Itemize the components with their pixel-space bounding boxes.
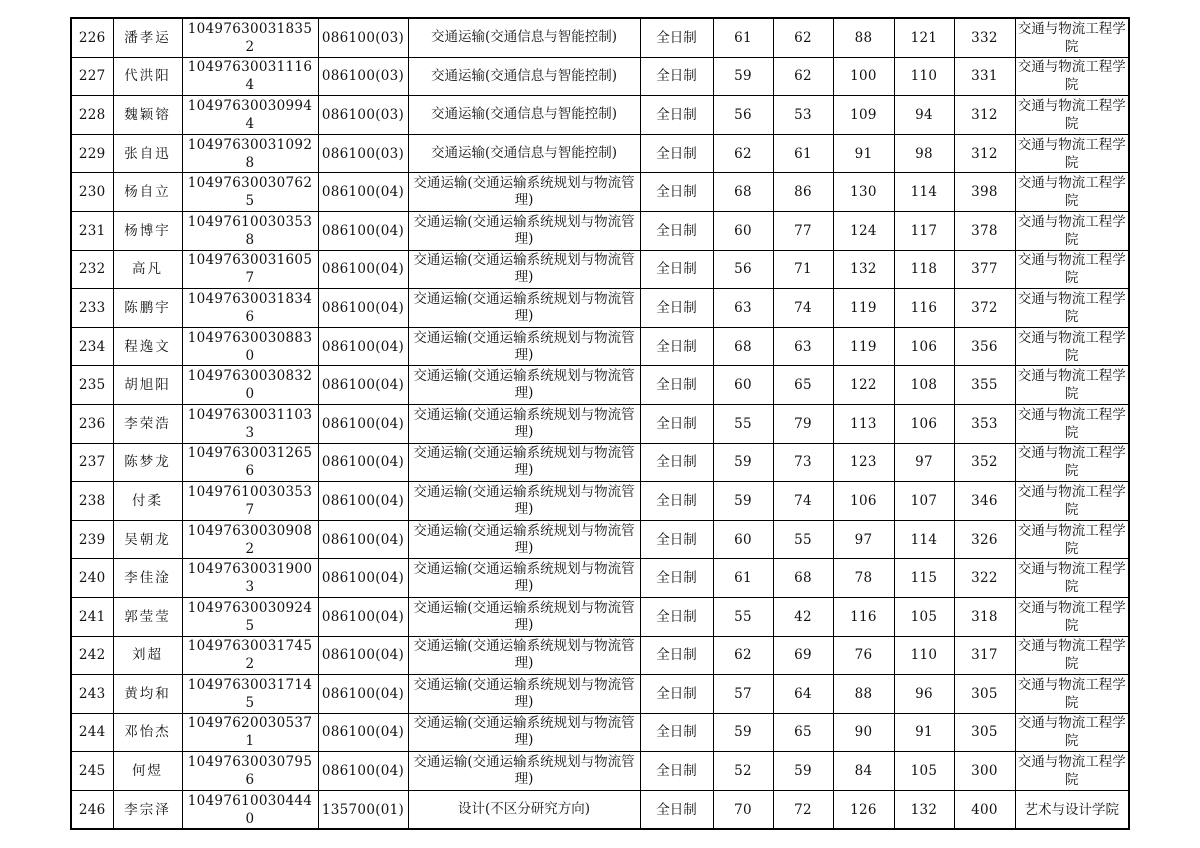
study-mode-cell: 全日制 <box>640 675 713 714</box>
total-score-cell: 300 <box>954 752 1015 791</box>
total-score-cell: 400 <box>954 790 1015 829</box>
college-cell: 交通与物流工程学院 <box>1015 597 1129 636</box>
major-cell: 交通运输(交通运输系统规划与物流管理) <box>408 675 640 714</box>
total-score-cell: 318 <box>954 597 1015 636</box>
score-politics-cell: 55 <box>713 597 773 636</box>
score-subject2-cell: 114 <box>894 520 954 559</box>
row-number-cell: 227 <box>71 57 113 96</box>
score-language-cell: 86 <box>773 173 833 212</box>
total-score-cell: 356 <box>954 327 1015 366</box>
exam-id-cell: 104976300318352 <box>182 18 318 57</box>
study-mode-cell: 全日制 <box>640 520 713 559</box>
program-code-cell: 086100(04) <box>318 636 408 675</box>
student-name-cell: 何煜 <box>113 752 182 791</box>
table-row <box>71 404 1129 443</box>
exam-id-cell: 104976300310928 <box>182 134 318 173</box>
row-number-cell: 230 <box>71 173 113 212</box>
program-code-cell: 086100(04) <box>318 173 408 212</box>
score-subject2-cell: 105 <box>894 752 954 791</box>
study-mode-cell: 全日制 <box>640 597 713 636</box>
score-subject1-cell: 97 <box>833 520 894 559</box>
table-row <box>71 482 1129 521</box>
total-score-cell: 352 <box>954 443 1015 482</box>
college-cell: 交通与物流工程学院 <box>1015 134 1129 173</box>
study-mode-cell: 全日制 <box>640 211 713 250</box>
exam-id-cell: 104976300309082 <box>182 520 318 559</box>
score-subject2-cell: 121 <box>894 18 954 57</box>
total-score-cell: 353 <box>954 404 1015 443</box>
college-cell: 交通与物流工程学院 <box>1015 366 1129 405</box>
total-score-cell: 346 <box>954 482 1015 521</box>
total-score-cell: 312 <box>954 134 1015 173</box>
score-subject1-cell: 100 <box>833 57 894 96</box>
program-code-cell: 086100(03) <box>318 57 408 96</box>
program-code-cell: 086100(04) <box>318 559 408 598</box>
score-politics-cell: 60 <box>713 366 773 405</box>
program-code-cell: 086100(04) <box>318 675 408 714</box>
exam-id-cell: 104976300307625 <box>182 173 318 212</box>
row-number-cell: 240 <box>71 559 113 598</box>
score-language-cell: 72 <box>773 790 833 829</box>
score-subject2-cell: 114 <box>894 173 954 212</box>
college-cell: 交通与物流工程学院 <box>1015 211 1129 250</box>
major-cell: 交通运输(交通信息与智能控制) <box>408 57 640 96</box>
score-politics-cell: 61 <box>713 559 773 598</box>
student-name-cell: 李宗泽 <box>113 790 182 829</box>
table-row <box>71 713 1129 752</box>
score-language-cell: 71 <box>773 250 833 289</box>
table-row <box>71 327 1129 366</box>
exam-id-cell: 104976300312656 <box>182 443 318 482</box>
table-row <box>71 57 1129 96</box>
exam-id-cell: 104976200305371 <box>182 713 318 752</box>
exam-id-cell: 104976300318346 <box>182 289 318 328</box>
row-number-cell: 234 <box>71 327 113 366</box>
total-score-cell: 317 <box>954 636 1015 675</box>
score-subject2-cell: 116 <box>894 289 954 328</box>
score-politics-cell: 59 <box>713 713 773 752</box>
college-cell: 交通与物流工程学院 <box>1015 675 1129 714</box>
exam-id-cell: 104976300316057 <box>182 250 318 289</box>
score-politics-cell: 52 <box>713 752 773 791</box>
total-score-cell: 355 <box>954 366 1015 405</box>
table-row <box>71 559 1129 598</box>
score-subject2-cell: 132 <box>894 790 954 829</box>
score-language-cell: 65 <box>773 366 833 405</box>
row-number-cell: 232 <box>71 250 113 289</box>
score-subject1-cell: 90 <box>833 713 894 752</box>
program-code-cell: 086100(04) <box>318 520 408 559</box>
student-name-cell: 吴朝龙 <box>113 520 182 559</box>
score-subject2-cell: 110 <box>894 57 954 96</box>
program-code-cell: 086100(03) <box>318 134 408 173</box>
total-score-cell: 331 <box>954 57 1015 96</box>
score-subject2-cell: 94 <box>894 96 954 135</box>
study-mode-cell: 全日制 <box>640 713 713 752</box>
row-number-cell: 244 <box>71 713 113 752</box>
score-subject2-cell: 105 <box>894 597 954 636</box>
student-name-cell: 李佳淦 <box>113 559 182 598</box>
exam-id-cell: 104976300317452 <box>182 636 318 675</box>
score-subject2-cell: 117 <box>894 211 954 250</box>
study-mode-cell: 全日制 <box>640 752 713 791</box>
score-subject1-cell: 76 <box>833 636 894 675</box>
program-code-cell: 086100(04) <box>318 211 408 250</box>
major-cell: 交通运输(交通运输系统规划与物流管理) <box>408 327 640 366</box>
college-cell: 交通与物流工程学院 <box>1015 173 1129 212</box>
score-subject1-cell: 130 <box>833 173 894 212</box>
row-number-cell: 226 <box>71 18 113 57</box>
program-code-cell: 086100(03) <box>318 96 408 135</box>
student-name-cell: 杨自立 <box>113 173 182 212</box>
exam-id-cell: 104976300308320 <box>182 366 318 405</box>
college-cell: 交通与物流工程学院 <box>1015 289 1129 328</box>
student-name-cell: 程逸文 <box>113 327 182 366</box>
student-name-cell: 邓怡杰 <box>113 713 182 752</box>
score-politics-cell: 70 <box>713 790 773 829</box>
program-code-cell: 086100(04) <box>318 366 408 405</box>
major-cell: 交通运输(交通运输系统规划与物流管理) <box>408 443 640 482</box>
student-name-cell: 魏颖镕 <box>113 96 182 135</box>
table-row <box>71 96 1129 135</box>
college-cell: 交通与物流工程学院 <box>1015 752 1129 791</box>
score-politics-cell: 59 <box>713 57 773 96</box>
score-politics-cell: 68 <box>713 327 773 366</box>
total-score-cell: 312 <box>954 96 1015 135</box>
student-name-cell: 杨博宇 <box>113 211 182 250</box>
score-language-cell: 79 <box>773 404 833 443</box>
program-code-cell: 135700(01) <box>318 790 408 829</box>
study-mode-cell: 全日制 <box>640 289 713 328</box>
admission-table <box>70 17 1130 830</box>
table-row <box>71 18 1129 57</box>
table-row <box>71 597 1129 636</box>
student-name-cell: 郭莹莹 <box>113 597 182 636</box>
exam-id-cell: 104976300307956 <box>182 752 318 791</box>
score-politics-cell: 63 <box>713 289 773 328</box>
major-cell: 交通运输(交通运输系统规划与物流管理) <box>408 404 640 443</box>
table-row <box>71 173 1129 212</box>
table-row <box>71 790 1129 829</box>
college-cell: 交通与物流工程学院 <box>1015 520 1129 559</box>
major-cell: 交通运输(交通运输系统规划与物流管理) <box>408 482 640 521</box>
row-number-cell: 242 <box>71 636 113 675</box>
student-name-cell: 黄均和 <box>113 675 182 714</box>
exam-id-cell: 104976100304440 <box>182 790 318 829</box>
score-subject1-cell: 123 <box>833 443 894 482</box>
score-politics-cell: 59 <box>713 482 773 521</box>
score-language-cell: 62 <box>773 57 833 96</box>
row-number-cell: 228 <box>71 96 113 135</box>
major-cell: 交通运输(交通运输系统规划与物流管理) <box>408 559 640 598</box>
score-subject1-cell: 84 <box>833 752 894 791</box>
program-code-cell: 086100(04) <box>318 250 408 289</box>
study-mode-cell: 全日制 <box>640 327 713 366</box>
score-politics-cell: 60 <box>713 520 773 559</box>
exam-id-cell: 104976300309944 <box>182 96 318 135</box>
study-mode-cell: 全日制 <box>640 96 713 135</box>
student-name-cell: 高凡 <box>113 250 182 289</box>
score-subject2-cell: 107 <box>894 482 954 521</box>
row-number-cell: 246 <box>71 790 113 829</box>
college-cell: 艺术与设计学院 <box>1015 790 1129 829</box>
total-score-cell: 326 <box>954 520 1015 559</box>
score-subject1-cell: 122 <box>833 366 894 405</box>
major-cell: 交通运输(交通信息与智能控制) <box>408 134 640 173</box>
table-row <box>71 636 1129 675</box>
exam-id-cell: 104976300309245 <box>182 597 318 636</box>
college-cell: 交通与物流工程学院 <box>1015 404 1129 443</box>
row-number-cell: 239 <box>71 520 113 559</box>
score-subject2-cell: 106 <box>894 327 954 366</box>
row-number-cell: 243 <box>71 675 113 714</box>
total-score-cell: 322 <box>954 559 1015 598</box>
score-subject2-cell: 96 <box>894 675 954 714</box>
score-language-cell: 68 <box>773 559 833 598</box>
score-language-cell: 77 <box>773 211 833 250</box>
score-subject1-cell: 119 <box>833 327 894 366</box>
score-language-cell: 61 <box>773 134 833 173</box>
major-cell: 交通运输(交通运输系统规划与物流管理) <box>408 597 640 636</box>
study-mode-cell: 全日制 <box>640 636 713 675</box>
row-number-cell: 235 <box>71 366 113 405</box>
score-subject2-cell: 106 <box>894 404 954 443</box>
table-row <box>71 289 1129 328</box>
major-cell: 交通运输(交通信息与智能控制) <box>408 96 640 135</box>
exam-id-cell: 104976100303538 <box>182 211 318 250</box>
study-mode-cell: 全日制 <box>640 250 713 289</box>
study-mode-cell: 全日制 <box>640 18 713 57</box>
score-subject1-cell: 78 <box>833 559 894 598</box>
student-name-cell: 刘超 <box>113 636 182 675</box>
table-row <box>71 520 1129 559</box>
total-score-cell: 332 <box>954 18 1015 57</box>
major-cell: 交通运输(交通运输系统规划与物流管理) <box>408 289 640 328</box>
score-subject1-cell: 119 <box>833 289 894 328</box>
score-language-cell: 64 <box>773 675 833 714</box>
row-number-cell: 233 <box>71 289 113 328</box>
study-mode-cell: 全日制 <box>640 559 713 598</box>
program-code-cell: 086100(04) <box>318 443 408 482</box>
score-language-cell: 69 <box>773 636 833 675</box>
score-politics-cell: 56 <box>713 96 773 135</box>
row-number-cell: 237 <box>71 443 113 482</box>
score-subject1-cell: 116 <box>833 597 894 636</box>
major-cell: 交通运输(交通运输系统规划与物流管理) <box>408 173 640 212</box>
score-politics-cell: 59 <box>713 443 773 482</box>
score-subject1-cell: 106 <box>833 482 894 521</box>
row-number-cell: 238 <box>71 482 113 521</box>
score-subject1-cell: 91 <box>833 134 894 173</box>
study-mode-cell: 全日制 <box>640 443 713 482</box>
score-subject1-cell: 88 <box>833 18 894 57</box>
score-language-cell: 53 <box>773 96 833 135</box>
score-subject2-cell: 98 <box>894 134 954 173</box>
score-language-cell: 63 <box>773 327 833 366</box>
row-number-cell: 241 <box>71 597 113 636</box>
college-cell: 交通与物流工程学院 <box>1015 18 1129 57</box>
score-language-cell: 65 <box>773 713 833 752</box>
program-code-cell: 086100(04) <box>318 482 408 521</box>
program-code-cell: 086100(04) <box>318 713 408 752</box>
student-name-cell: 胡旭阳 <box>113 366 182 405</box>
score-language-cell: 74 <box>773 482 833 521</box>
row-number-cell: 231 <box>71 211 113 250</box>
score-politics-cell: 68 <box>713 173 773 212</box>
score-subject2-cell: 110 <box>894 636 954 675</box>
score-language-cell: 74 <box>773 289 833 328</box>
student-name-cell: 付柔 <box>113 482 182 521</box>
major-cell: 交通运输(交通运输系统规划与物流管理) <box>408 752 640 791</box>
total-score-cell: 372 <box>954 289 1015 328</box>
table-row <box>71 443 1129 482</box>
score-subject1-cell: 109 <box>833 96 894 135</box>
program-code-cell: 086100(04) <box>318 752 408 791</box>
major-cell: 设计(不区分研究方向) <box>408 790 640 829</box>
college-cell: 交通与物流工程学院 <box>1015 250 1129 289</box>
major-cell: 交通运输(交通运输系统规划与物流管理) <box>408 250 640 289</box>
college-cell: 交通与物流工程学院 <box>1015 96 1129 135</box>
total-score-cell: 398 <box>954 173 1015 212</box>
score-subject1-cell: 124 <box>833 211 894 250</box>
table-row <box>71 211 1129 250</box>
college-cell: 交通与物流工程学院 <box>1015 713 1129 752</box>
row-number-cell: 229 <box>71 134 113 173</box>
college-cell: 交通与物流工程学院 <box>1015 482 1129 521</box>
score-language-cell: 42 <box>773 597 833 636</box>
program-code-cell: 086100(03) <box>318 18 408 57</box>
exam-id-cell: 104976300317145 <box>182 675 318 714</box>
score-politics-cell: 57 <box>713 675 773 714</box>
score-politics-cell: 62 <box>713 636 773 675</box>
score-language-cell: 55 <box>773 520 833 559</box>
table-row <box>71 366 1129 405</box>
study-mode-cell: 全日制 <box>640 790 713 829</box>
program-code-cell: 086100(04) <box>318 597 408 636</box>
study-mode-cell: 全日制 <box>640 482 713 521</box>
score-language-cell: 62 <box>773 18 833 57</box>
major-cell: 交通运输(交通信息与智能控制) <box>408 18 640 57</box>
study-mode-cell: 全日制 <box>640 173 713 212</box>
exam-id-cell: 104976300311033 <box>182 404 318 443</box>
exam-id-cell: 104976300319003 <box>182 559 318 598</box>
score-politics-cell: 55 <box>713 404 773 443</box>
major-cell: 交通运输(交通运输系统规划与物流管理) <box>408 520 640 559</box>
college-cell: 交通与物流工程学院 <box>1015 327 1129 366</box>
table-row <box>71 675 1129 714</box>
college-cell: 交通与物流工程学院 <box>1015 443 1129 482</box>
study-mode-cell: 全日制 <box>640 57 713 96</box>
score-subject1-cell: 132 <box>833 250 894 289</box>
student-name-cell: 陈鹏宇 <box>113 289 182 328</box>
study-mode-cell: 全日制 <box>640 134 713 173</box>
score-subject2-cell: 118 <box>894 250 954 289</box>
row-number-cell: 236 <box>71 404 113 443</box>
score-subject1-cell: 113 <box>833 404 894 443</box>
total-score-cell: 305 <box>954 713 1015 752</box>
exam-id-cell: 104976300311164 <box>182 57 318 96</box>
row-number-cell: 245 <box>71 752 113 791</box>
score-subject2-cell: 115 <box>894 559 954 598</box>
student-name-cell: 代洪阳 <box>113 57 182 96</box>
table-row <box>71 134 1129 173</box>
college-cell: 交通与物流工程学院 <box>1015 559 1129 598</box>
exam-id-cell: 104976300308830 <box>182 327 318 366</box>
score-politics-cell: 60 <box>713 211 773 250</box>
study-mode-cell: 全日制 <box>640 366 713 405</box>
major-cell: 交通运输(交通运输系统规划与物流管理) <box>408 211 640 250</box>
score-politics-cell: 62 <box>713 134 773 173</box>
table-body <box>71 18 1129 829</box>
program-code-cell: 086100(04) <box>318 404 408 443</box>
study-mode-cell: 全日制 <box>640 404 713 443</box>
total-score-cell: 377 <box>954 250 1015 289</box>
college-cell: 交通与物流工程学院 <box>1015 636 1129 675</box>
student-name-cell: 张自迅 <box>113 134 182 173</box>
table-row <box>71 752 1129 791</box>
score-language-cell: 73 <box>773 443 833 482</box>
score-subject2-cell: 91 <box>894 713 954 752</box>
total-score-cell: 305 <box>954 675 1015 714</box>
score-subject2-cell: 97 <box>894 443 954 482</box>
student-name-cell: 潘孝运 <box>113 18 182 57</box>
exam-id-cell: 104976100303537 <box>182 482 318 521</box>
student-name-cell: 陈梦龙 <box>113 443 182 482</box>
score-subject2-cell: 108 <box>894 366 954 405</box>
major-cell: 交通运输(交通运输系统规划与物流管理) <box>408 366 640 405</box>
score-politics-cell: 56 <box>713 250 773 289</box>
total-score-cell: 378 <box>954 211 1015 250</box>
score-politics-cell: 61 <box>713 18 773 57</box>
program-code-cell: 086100(04) <box>318 289 408 328</box>
score-language-cell: 59 <box>773 752 833 791</box>
student-name-cell: 李荣浩 <box>113 404 182 443</box>
program-code-cell: 086100(04) <box>318 327 408 366</box>
college-cell: 交通与物流工程学院 <box>1015 57 1129 96</box>
major-cell: 交通运输(交通运输系统规划与物流管理) <box>408 713 640 752</box>
score-subject1-cell: 126 <box>833 790 894 829</box>
major-cell: 交通运输(交通运输系统规划与物流管理) <box>408 636 640 675</box>
table-row <box>71 250 1129 289</box>
score-subject1-cell: 88 <box>833 675 894 714</box>
